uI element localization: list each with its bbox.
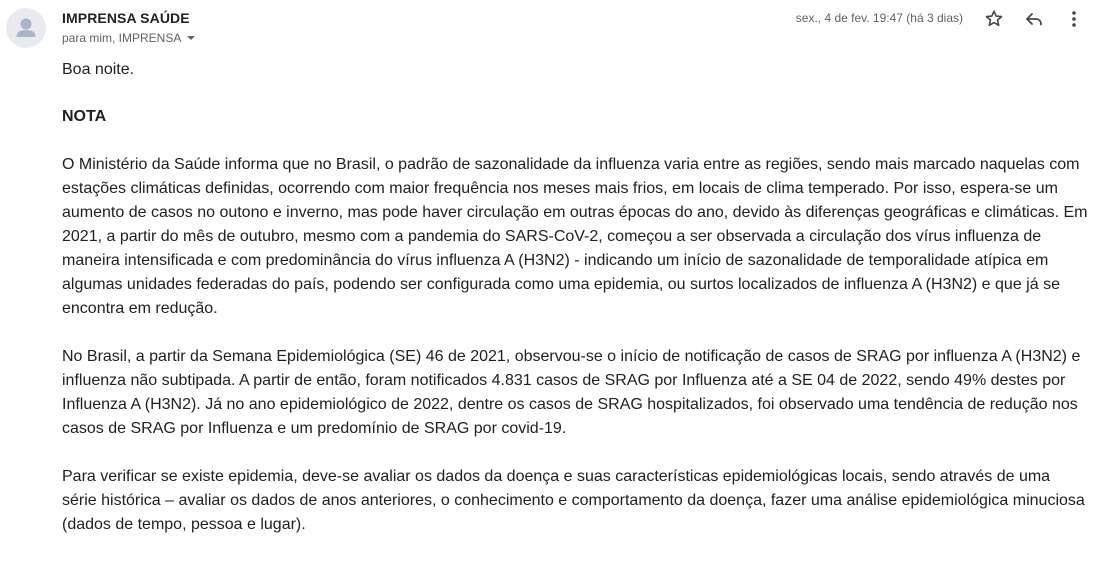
note-heading: NOTA: [62, 108, 107, 125]
avatar[interactable]: [6, 8, 46, 48]
reply-icon[interactable]: [1022, 7, 1046, 31]
message-body: [62, 58, 1088, 561]
chevron-down-icon[interactable]: [187, 36, 195, 40]
body-paragraph: Para verificar se existe epidemia, deve-se avaliar os dados da doença e suas características epidemiológicas locais, sendo através de uma série histórica – avaliar os dados de anos anteriores, o conhecimento e comportamento da doença, fazer uma análise epidemiológica minuciosa (dados de tempo, pessoa e lugar).: [62, 468, 1085, 533]
more-vertical-icon[interactable]: [1062, 7, 1086, 31]
sender-name[interactable]: IMPRENSA SAÚDE: [62, 10, 190, 26]
person-icon: [6, 8, 46, 48]
body-paragraph: No Brasil, a partir da Semana Epidemiológica (SE) 46 de 2021, observou-se o início de notificação de casos de SRAG por influenza A (H3N2) e influenza não subtipada. A partir de então, foram notificados 4.831 casos de SRAG por Influenza até a SE 04 de 2022, sendo 49% destes por Influenza A (H3N2). Já no ano epidemiológico de 2022, dentre os casos de SRAG hospitalizados, foi observado uma tendência de redução nos casos de SRAG por Influenza e um predomínio de SRAG por covid-19.: [62, 348, 1081, 437]
recipient-line: [62, 31, 195, 45]
recipients-text: para mim, IMPRENSA: [62, 31, 182, 45]
body-paragraph: O Ministério da Saúde informa que no Brasil, o padrão de sazonalidade da influenza varia entre as regiões, sendo mais marcado naquelas com estações climáticas definidas, ocorrendo com maior frequência nos meses mais frios, em locais de clima temperado. Por isso, espera-se um aumento de casos no outono e inverno, mas pode haver circulação em outras épocas do ano, devido às diferenças geográficas e climáticas. Em 2021, a partir do mês de outubro, mesmo com a pandemia do SARS-CoV-2, começou a ser observada a circulação dos vírus influenza de maneira intensificada e com predominância do vírus influenza A (H3N2) - indicando um início de sazonalidade de temporalidade atípica em algumas unidades federadas do país, podendo ser configurada como uma epidemia, ou surtos localizados de influenza A (H3N2) e que já se encontra em redução.: [62, 156, 1088, 317]
star-icon[interactable]: [982, 7, 1006, 31]
greeting: Boa noite.: [62, 61, 135, 78]
message-timestamp: sex., 4 de fev. 19:47 (há 3 dias): [795, 11, 963, 25]
